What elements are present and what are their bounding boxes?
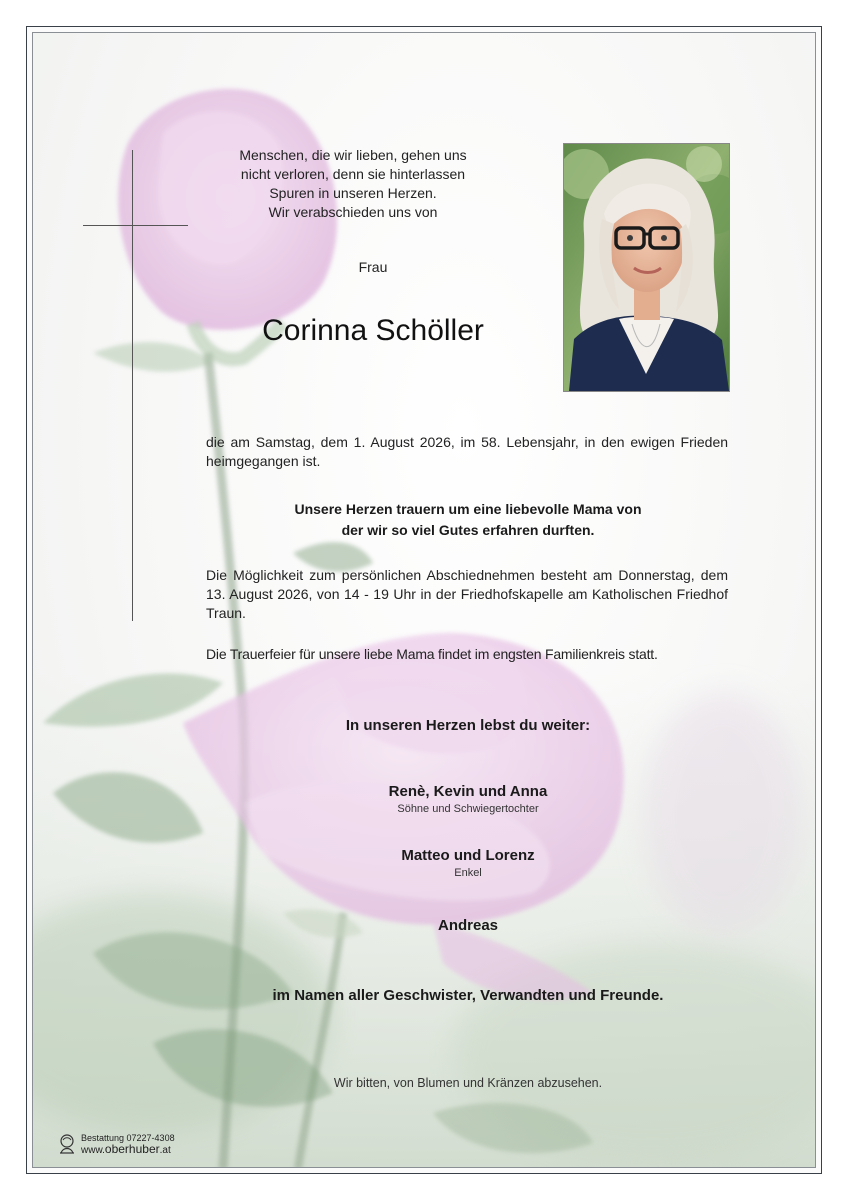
motto-line: Wir verabschieden uns von xyxy=(268,204,438,220)
motto-line: nicht verloren, denn sie hinterlassen xyxy=(240,166,466,182)
portrait-photo xyxy=(563,143,730,392)
motto-line: Menschen, die wir lieben, gehen uns xyxy=(239,147,467,163)
ceremony-info: Die Trauerfeier für unsere liebe Mama findet im engsten Familienkreis statt. xyxy=(206,646,658,662)
website xyxy=(81,1141,175,1156)
funeral-home-footer xyxy=(57,1131,175,1157)
salutation: Frau xyxy=(358,259,388,275)
company-line: Bestattung 07227-4308 xyxy=(81,1132,175,1143)
in-hearts-heading: In unseren Herzen lebst du weiter: xyxy=(345,717,591,734)
website-brand: oberhuber xyxy=(104,1141,160,1156)
death-notice-line: die am Samstag, dem 1. August 2026, im 58. Lebensjahr, in den ewigen xyxy=(206,434,675,450)
motto-line: Spuren in unseren Herzen. xyxy=(269,185,437,201)
heart-text-line: Unsere Herzen trauern um eine liebevolle Mama von xyxy=(294,501,642,517)
heart-text-line: der wir so viel Gutes erfahren durften. xyxy=(341,522,595,538)
death-notice-line: Frieden heimgegangen ist. xyxy=(206,434,729,469)
footer-text xyxy=(81,1133,175,1156)
website-suffix: .at xyxy=(159,1144,171,1156)
cross-horizontal-bar xyxy=(83,225,188,226)
farewell-line: am Katholischen Friedhof Traun. xyxy=(206,586,729,621)
obituary-card xyxy=(26,26,822,1174)
funeral-home-logo-icon xyxy=(57,1133,77,1155)
cross-vertical-bar xyxy=(132,150,133,621)
relative-name: Andreas xyxy=(437,917,499,934)
website-prefix: www. xyxy=(81,1144,105,1156)
death-notice xyxy=(206,433,728,471)
flowers-request: Wir bitten, von Blumen und Kränzen abzusehen. xyxy=(333,1076,603,1090)
heart-text xyxy=(233,499,703,541)
farewell-line: Donnerstag, dem 13. August 2026, von 14 - 19 Uhr in der Friedhofskapelle xyxy=(206,567,728,602)
deceased-name: Corinna Schöller xyxy=(262,314,484,347)
card-inner-frame xyxy=(32,32,816,1168)
relative-name: Renè, Kevin und Anna xyxy=(388,783,548,800)
motto-text xyxy=(193,146,513,222)
farewell-line: Die Möglichkeit zum persönlichen Abschiednehmen besteht am xyxy=(206,567,613,583)
relative-relation: Enkel xyxy=(454,867,482,879)
relative-name: Matteo und Lorenz xyxy=(401,847,535,864)
relative-relation: Söhne und Schwiegertochter xyxy=(397,803,539,815)
on-behalf-line: im Namen aller Geschwister, Verwandten und Freunde. xyxy=(272,987,664,1004)
farewell-info xyxy=(206,566,728,623)
